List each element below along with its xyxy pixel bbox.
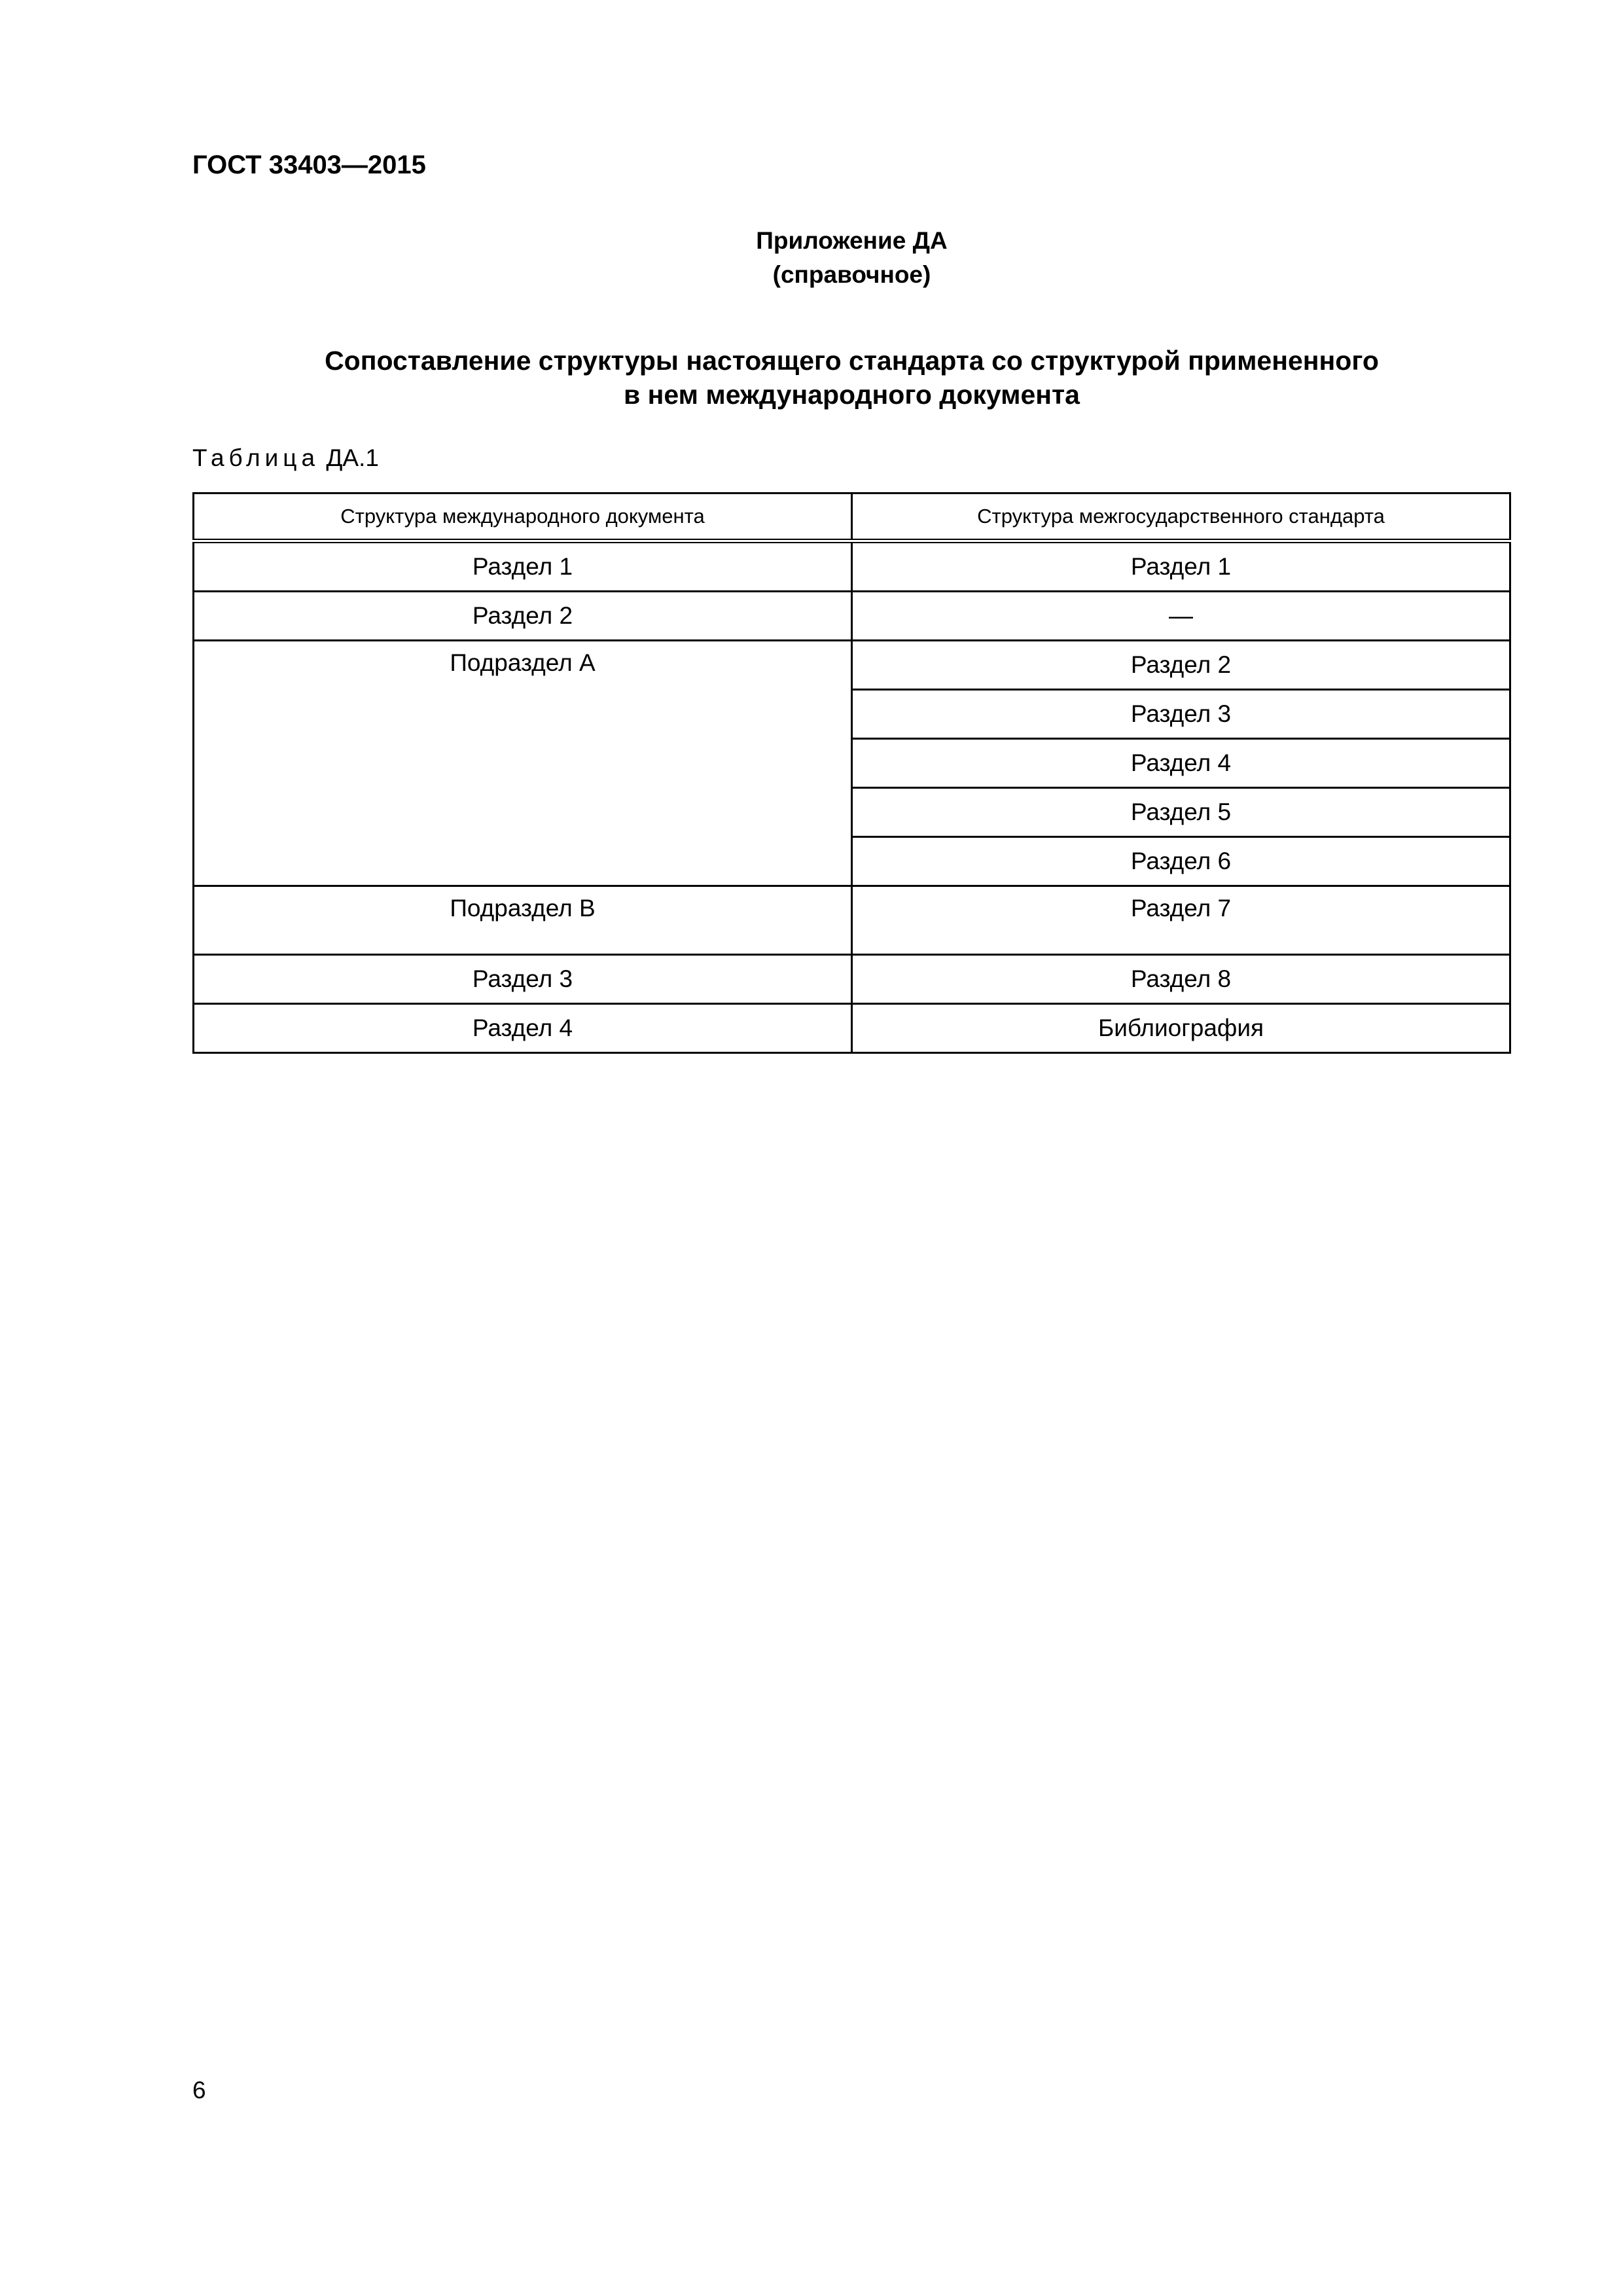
cell-interstate: Раздел 2 <box>852 641 1510 690</box>
table-header-row <box>194 493 1510 541</box>
table-row <box>194 1004 1510 1053</box>
cell-interstate: — <box>852 592 1510 641</box>
cell-interstate: Раздел 7 <box>852 886 1510 955</box>
cell-interstate: Библиография <box>852 1004 1510 1053</box>
table-row <box>194 541 1510 592</box>
cell-interstate: Раздел 3 <box>852 690 1510 739</box>
annex-title: Приложение ДА <box>756 227 948 254</box>
cell-international: Подраздел В <box>194 886 852 955</box>
table-row <box>194 641 1510 690</box>
annex-status: (справочное) <box>772 261 931 288</box>
cell-interstate: Раздел 8 <box>852 955 1510 1004</box>
table-row <box>194 886 1510 955</box>
cell-international: Раздел 1 <box>194 541 852 592</box>
column-header-international: Структура международного документа <box>194 493 852 541</box>
cell-interstate: Раздел 1 <box>852 541 1510 592</box>
cell-international: Раздел 4 <box>194 1004 852 1053</box>
cell-interstate: Раздел 4 <box>852 739 1510 788</box>
annex-header <box>192 224 1511 292</box>
table-label <box>192 441 379 475</box>
cell-international: Раздел 2 <box>194 592 852 641</box>
column-header-interstate: Структура межгосударственного стандарта <box>852 493 1510 541</box>
page-number: 6 <box>192 2077 206 2104</box>
section-heading <box>192 344 1511 412</box>
heading-line-1: Сопоставление структуры настоящего стандарта со структурой примененного <box>325 346 1379 376</box>
table-label-word: Таблица <box>192 444 320 471</box>
document-number: ГОСТ 33403—2015 <box>192 151 426 179</box>
structure-comparison-table <box>192 492 1511 1054</box>
cell-international-merged: Подраздел А <box>194 641 852 886</box>
cell-interstate: Раздел 6 <box>852 837 1510 886</box>
table-label-id: ДА.1 <box>326 444 379 471</box>
heading-line-2: в нем международного документа <box>624 380 1080 410</box>
table-row <box>194 955 1510 1004</box>
cell-interstate: Раздел 5 <box>852 788 1510 837</box>
table-row <box>194 592 1510 641</box>
cell-international: Раздел 3 <box>194 955 852 1004</box>
